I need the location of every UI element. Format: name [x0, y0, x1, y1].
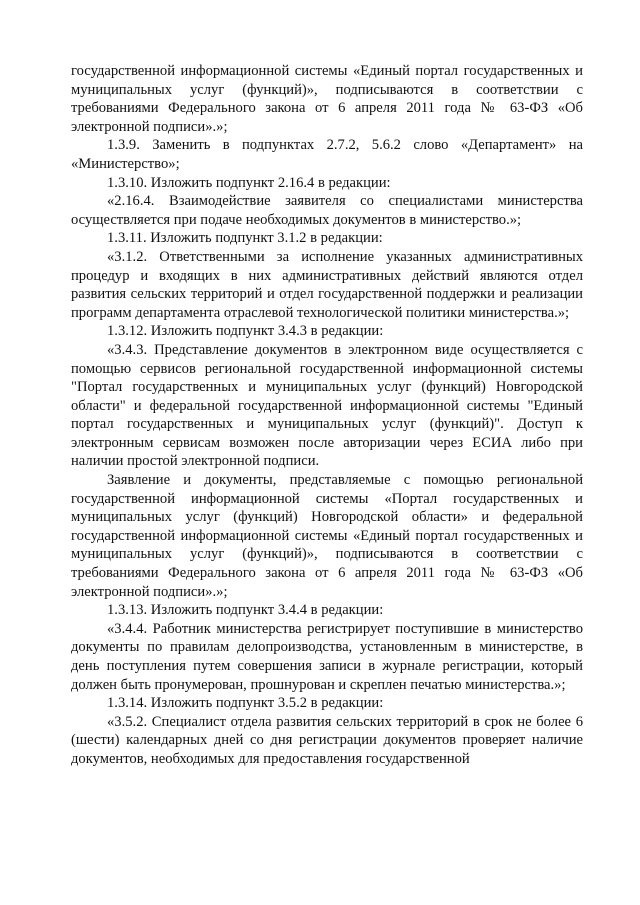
paragraph-item-1-3-12: 1.3.12. Изложить подпункт 3.4.3 в редакции:	[107, 323, 384, 340]
paragraph-item-1-3-9: 1.3.9. Заменить в подпунктах 2.7.2, 5.6.2 слово «Департамент» на «Министерство»;	[71, 137, 583, 172]
paragraph-item-1-3-13: 1.3.13. Изложить подпункт 3.4.4 в редакции:	[107, 602, 384, 619]
paragraph-continuation: государственной информационной системы «Единый портал государственных и муниципальных услуг (функций)», подписываются в соответствии с требованиями Федерального закона от 6 апреля 2011 года № 63-ФЗ «Об электронной подписи».»;	[71, 63, 583, 135]
paragraph-statement-documents: Заявление и документы, представляемые с помощью региональной государственной информационной системы «Портал государственных и муниципальных услуг (функций) Новгородской области» и федеральной государственной информационной системы «Единый портал государственных и муниципальных услуг (функций)», подписываются в соответствии с требованиями Федерального закона от 6 апреля 2011 года № 63-ФЗ «Об электронной подписи».»;	[71, 472, 583, 600]
paragraph-quote-3-4-3: «3.4.3. Представление документов в электронном виде осуществляется с помощью сервисов региональной государственной информационной системы "Портал государственных и муниципальных услуг (функций) Новгородской области" и федеральной государственной информационной системы "Единый портал государственных и муниципальных услуг (функций)". Доступ к электронным сервисам возможен после авторизации через ЕСИА либо при наличии простой электронной подписи.	[71, 341, 583, 470]
paragraph-quote-3-4-4: «3.4.4. Работник министерства регистрирует поступившие в министерство документы по правилам делопроизводства, установленным в министерстве, в день поступления путем совершения записи в журнале регистрации, который должен быть пронумерован, прошнурован и скреплен печатью министерства.»;	[71, 620, 583, 693]
paragraph-quote-3-5-2: «3.5.2. Специалист отдела развития сельских территорий в срок не более 6 (шести) календарных дней со дня регистрации документов проверяет наличие документов, необходимых для предоставления государственной	[71, 713, 583, 767]
paragraph-item-1-3-14: 1.3.14. Изложить подпункт 3.5.2 в редакции:	[107, 695, 384, 712]
document-page	[71, 62, 583, 769]
paragraph-item-1-3-10: 1.3.10. Изложить подпункт 2.16.4 в редакции:	[107, 174, 391, 191]
paragraph-quote-2-16-4: «2.16.4. Взаимодействие заявителя со специалистами министерства осуществляется при подаче необходимых документов в министерство.»;	[71, 193, 583, 228]
paragraph-item-1-3-11: 1.3.11. Изложить подпункт 3.1.2 в редакции:	[107, 230, 383, 247]
paragraph-quote-3-1-2: «3.1.2. Ответственными за исполнение указанных административных процедур и входящих в них административных действий являются отдел развития сельских территорий и отдел государственной поддержки и реализации программ департамента отраслевой технологической политики министерства.»;	[71, 248, 583, 321]
